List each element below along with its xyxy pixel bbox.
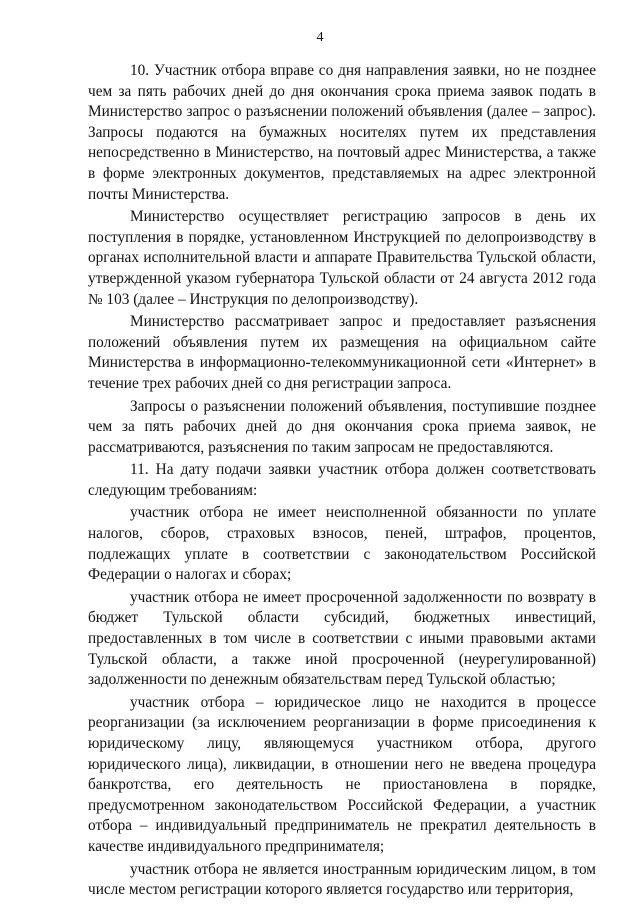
document-body [88,61,596,903]
paragraph-clause-11: 11. На дату подачи заявки участник отбора должен соответствовать следующим требованиям: [88,461,596,499]
paragraph-late-requests: Запросы о разъяснении положений объявления, поступившие позднее чем за пять рабочих дней до дня окончания срока приема заявок, не рассматриваются, разъяснения по таким запросам не предоставляются. [88,397,596,456]
paragraph-clause-10: 10. Участник отбора вправе со дня направления заявки, но не позднее чем за пять рабочих дней до дня окончания срока приема заявок подать в Министерство запрос о разъяснении положений объявления (далее – запрос). Запросы подаются на бумажных носителях путем их представления непосредственно в Министерство, на почтовый адрес Министерства, а также в форме электронных документов, представляемых на адрес электронной почты Министерства. [88,62,596,203]
requirement-overdue-debt: участник отбора не имеет просроченной задолженности по возврату в бюджет Тульской области субсидий, бюджетных инвестиций, предоставленных в том числе в соответствии с иными правовыми актами Тульской области, а также иной просроченной (неурегулированной) задолженности по денежным обязательствам перед Тульской областью; [88,588,596,689]
requirement-foreign-entity: участник отбора не является иностранным юридическим лицом, в том числе местом регистрации которого является государство или территория, [88,860,596,899]
requirement-taxes: участник отбора не имеет неисполненной обязанности по уплате налогов, сборов, страховых взносов, пеней, штрафов, процентов, подлежащих уплате в соответствии с законодательством Российской Федерации о налогах и сборах; [88,504,596,584]
requirement-reorganization: участник отбора – юридическое лицо не находится в процессе реорганизации (за исключением реорганизации в форме присоединения к юридическому лицу, являющемуся участником отбора, другого юридического лица), ликвидации, в отношении него не введена процедура банкротства, его деятельность не приостановлена в порядке, предусмотренном законодательством Российской Федерации, а участник отбора – индивидуальный предприниматель не прекратил деятельность в качестве индивидуального предпринимателя; [88,693,596,855]
paragraph-clarification: Министерство рассматривает запрос и предоставляет разъяснения положений объявления путем их размещения на официальном сайте Министерства в информационно-телекоммуникационной сети «Интернет» в течение трех рабочих дней со дня регистрации запроса. [88,313,596,392]
paragraph-registration: Министерство осуществляет регистрацию запросов в день их поступления в порядке, установленном Инструкцией по делопроизводству в органах исполнительной власти и аппарате Правительства Тульской области, утвержденной указом губернатора Тульской области от 24 августа 2012 года № 103 (далее – Инструкция по делопроизводству). [88,208,596,308]
page-number: 4 [316,30,324,45]
